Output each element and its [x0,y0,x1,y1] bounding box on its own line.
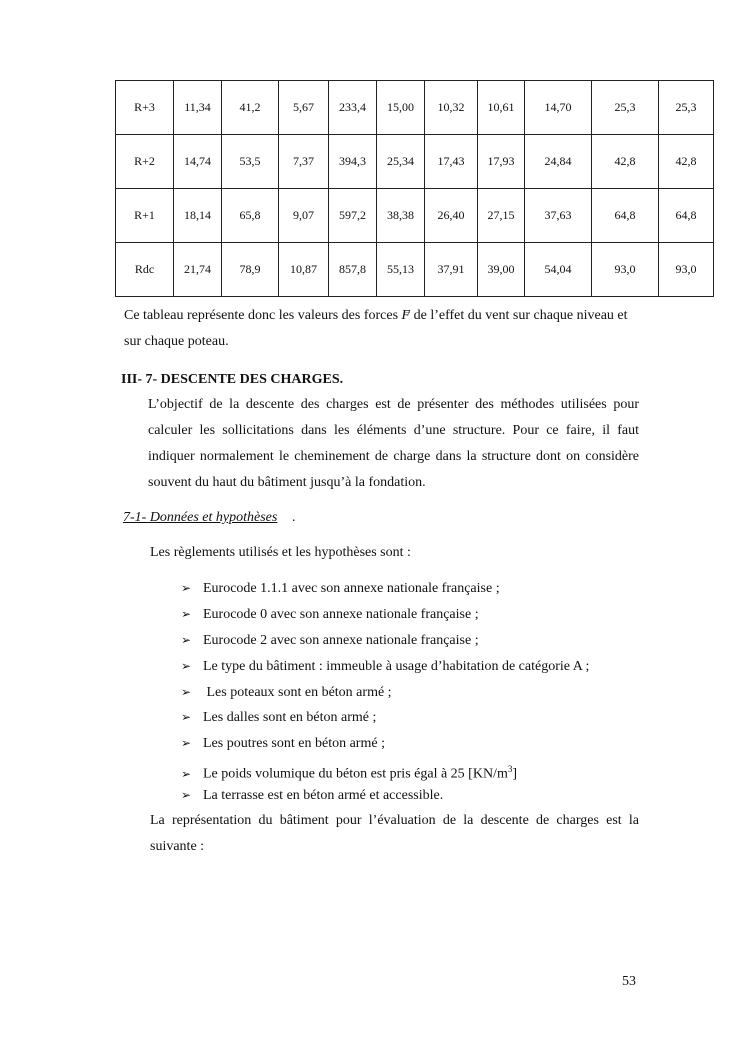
value-cell: 17,43 [425,135,478,189]
value-cell: 42,8 [592,135,659,189]
arrow-bullet-icon: ➢ [181,581,192,595]
value-cell: 25,34 [377,135,425,189]
value-cell: 54,04 [525,243,592,297]
value-cell: 27,15 [478,189,525,243]
section-intro-paragraph: L’objectif de la descente des charges est de présenter des méthodes utilisées pour calculer les sollicitations dans les éléments d’une structure. Pour ce faire, il faut indiquer normalement le cheminement de charge dans la structure dont on considère souvent du haut du bâtiment jusqu’à la fondation. [148,397,639,490]
value-cell: 64,8 [592,189,659,243]
table-caption: Ce tableau représente donc les valeurs des forces → F de l’effet du vent sur chaque niveau et sur chaque poteau. [124,303,639,355]
table-row [116,81,714,135]
arrow-bullet-icon: ➢ [181,788,192,803]
arrow-bullet-icon: ➢ [181,736,192,751]
wind-force-table-body [116,81,714,297]
subsection-title-period: . [292,510,296,525]
arrow-bullet-icon: ➢ [181,632,192,647]
value-cell: 18,14 [174,189,222,243]
value-cell: 25,3 [592,81,659,135]
list-item: ➢ Les poteaux sont en béton armé ; [181,680,589,706]
value-cell: 93,0 [659,243,714,297]
list-item: ➢ Le poids volumique du béton est pris égal à 25 $[KN/m^3]$ [181,757,589,783]
list-item: ➢ Eurocode 1.1.1 avec son annexe nationale française ; [181,576,589,602]
hypotheses-list [181,576,589,809]
value-cell: 25,3 [659,81,714,135]
value-cell: 857,8 [329,243,377,297]
table-row [116,189,714,243]
list-item: ➢ Eurocode 2 avec son annexe nationale française ; [181,628,589,654]
value-cell: 24,84 [525,135,592,189]
arrow-bullet-icon: ➢ [181,606,192,621]
value-cell: 78,9 [222,243,279,297]
value-cell: 42,8 [659,135,714,189]
value-cell: 53,5 [222,135,279,189]
level-label-cell: Rdc [116,243,174,297]
value-cell: 55,13 [377,243,425,297]
list-item: ➢ Les dalles sont en béton armé ; [181,705,589,731]
force-vector-symbol: → F [402,308,411,323]
table-row [116,135,714,189]
value-cell: 26,40 [425,189,478,243]
value-cell: 37,63 [525,189,592,243]
value-cell: 65,8 [222,189,279,243]
final-paragraph: La représentation du bâtiment pour l’évaluation de la descente de charges est la suivante : [150,813,639,854]
value-cell: 37,91 [425,243,478,297]
list-item: ➢ Eurocode 0 avec son annexe nationale française ; [181,602,589,628]
value-cell: 64,8 [659,189,714,243]
wind-force-table [115,80,714,297]
list-item: ➢ La terrasse est en béton armé et accessible. [181,783,589,809]
level-label-cell: R+2 [116,135,174,189]
arrow-bullet-icon: ➢ [181,658,192,673]
value-cell: 597,2 [329,189,377,243]
value-cell: 9,07 [279,189,329,243]
value-cell: 39,00 [478,243,525,297]
section-heading: III- 7- DESCENTE DES CHARGES. [121,372,344,387]
page-number: 53 [622,974,636,989]
table-row [116,243,714,297]
subsection-title: 7-1- Données et hypothèses [123,510,278,525]
value-cell: 11,34 [174,81,222,135]
value-cell: 10,61 [478,81,525,135]
value-cell: 10,32 [425,81,478,135]
value-cell: 233,4 [329,81,377,135]
value-cell: 38,38 [377,189,425,243]
value-cell: 21,74 [174,243,222,297]
arrow-bullet-icon: ➢ [181,766,192,781]
hypotheses-lead: Les règlements utilisés et les hypothèses sont : [150,545,411,560]
value-cell: 17,93 [478,135,525,189]
value-cell: 93,0 [592,243,659,297]
list-item: ➢ Le type du bâtiment : immeuble à usage d’habitation de catégorie A ; [181,654,589,680]
arrow-bullet-icon: ➢ [181,684,192,699]
value-cell: 14,70 [525,81,592,135]
value-cell: 41,2 [222,81,279,135]
value-cell: 5,67 [279,81,329,135]
value-cell: 7,37 [279,135,329,189]
arrow-bullet-icon: ➢ [181,710,192,725]
value-cell: 14,74 [174,135,222,189]
value-cell: 394,3 [329,135,377,189]
level-label-cell: R+3 [116,81,174,135]
value-cell: 15,00 [377,81,425,135]
value-cell: 10,87 [279,243,329,297]
level-label-cell: R+1 [116,189,174,243]
list-item: ➢ Les poutres sont en béton armé ; [181,731,589,757]
